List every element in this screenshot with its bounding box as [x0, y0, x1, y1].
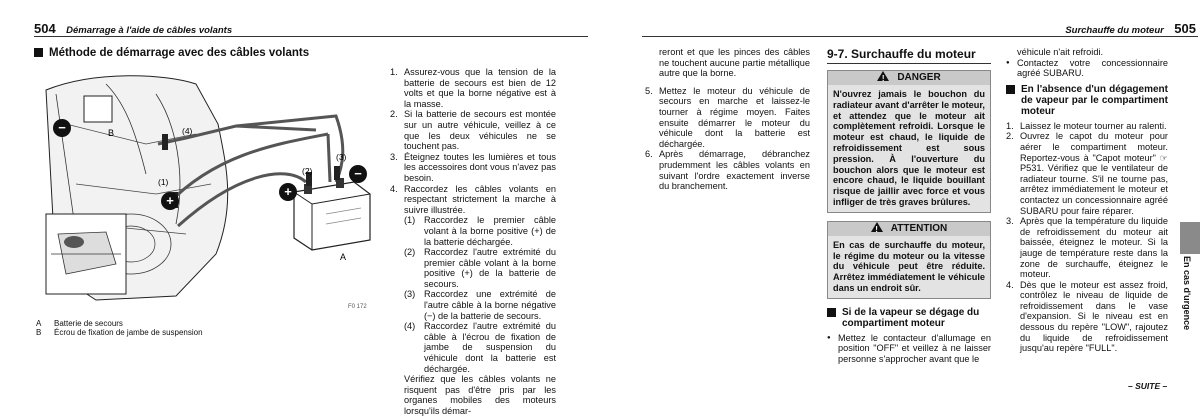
- step-5: 5. Mettez le moteur du véhicule de secours en marche et laissez-le tourner à régime moyen. Faites ensuite démarrer le moteur du véhicule dont la batterie est déchargée.: [645, 85, 810, 149]
- section-square-icon: [1006, 85, 1015, 94]
- cool-step-2: 2. Ouvrez le capot du moteur pour aérer le compartiment moteur. Reportez-vous à "Capot moteur" ☞P531. Vérifiez que le ventilateur de radiateur tourne. S'il ne tourne pas, arrêtez immédiatement le moteur et contactez un concessionnaire agréé SUBARU pour faire réparer.: [1006, 131, 1168, 216]
- danger-text: N'ouvrez jamais le bouchon du radiateur avant d'arrêter le moteur, et attendez que le moteur ait complètement refroidi. Lorsque le moteur est chaud, le liquide de refroidissement est sous pression. À l'ouverture du bouchon alors que le moteur est encore chaud, le liquide bouillant risque de jaillir avec force et vous infliger de très graves brûlures.: [828, 85, 990, 212]
- figure-legend: [36, 319, 203, 337]
- danger-header: !DANGER: [828, 71, 990, 85]
- callout-a: A: [340, 252, 347, 262]
- substep-1: (1) Raccordez le premier câble volant à la borne positive (+) de la batterie déchargée.: [404, 215, 556, 247]
- contact-dealer-bullet: ● Contactez votre concessionnaire agréé SUBARU.: [1006, 58, 1168, 79]
- danger-box: [827, 70, 991, 213]
- legend-item-a: A Batterie de secours: [36, 319, 123, 328]
- substep-2: (2) Raccordez l'autre extrémité du premier câble volant à la borne positive (+) de la batterie de secours.: [404, 247, 556, 289]
- callout-2: (2): [302, 166, 313, 176]
- left-running-title: Démarrage à l'aide de câbles volants: [66, 25, 233, 36]
- step-4: 4. Raccordez les câbles volants en respectant strictement la marche à suivre illustrée. (1) Raccordez le premier câble volant à la borne positive (+) de la batterie déchargée. (2) Raccordez l'autre extrémité du premier câble volant à la borne positive (+) de la batterie de secours. (3) Raccordez une extrémité de l'autre câble à la borne négative (−) de la batterie de secours. (4) Raccordez l'autre extrémité du câble à l'écrou de fixation de jambe de suspension du véhicule dont la batterie est déchargée. Vérifiez que les câbles volants ne risquent pas d'être pris par les organes mobiles des moteurs lorsqu'ils démar-: [390, 183, 556, 416]
- attention-text: En cas de surchauffe du moteur, le régime du moteur ou la vitesse du véhicule peut être réduite. Arrêtez immédiatement le véhicule dans un endroit sûr.: [828, 236, 990, 298]
- left-steps-column: [390, 67, 556, 417]
- ignition-off-bullet: ● Mettez le contacteur d'allumage en position "OFF" et veillez à ne laisser personne s'approcher avant que le: [827, 333, 991, 365]
- warning-triangle-icon: [877, 71, 889, 81]
- chapter-side-tab: [1180, 222, 1200, 254]
- attention-header: !ATTENTION: [828, 222, 990, 236]
- right-page-header: [1065, 20, 1196, 38]
- section-square-icon: [34, 48, 43, 57]
- cool-step-1: 1. Laissez le moteur tourner au ralenti.: [1006, 120, 1167, 131]
- section-square-icon: [827, 308, 836, 317]
- warning-triangle-icon: [871, 222, 883, 232]
- right-page-number: 505: [1174, 21, 1196, 36]
- jump-start-diagram: [36, 64, 376, 314]
- cable-note: Vérifiez que les câbles volants ne risquent pas d'être pris par les organes mobiles des moteurs lorsqu'ils démar-: [404, 374, 556, 416]
- figure-code: F0 172: [348, 304, 367, 310]
- continuation-text: reront et que les pinces des câbles ne touchent aucune partie métallique autre que la borne.: [659, 47, 810, 79]
- right-running-title: Surchauffe du moteur: [1065, 25, 1164, 36]
- jump-start-figure: [36, 64, 376, 314]
- cool-step-4: 4. Dès que le moteur est assez froid, contrôlez le niveau de liquide de refroidissement dans le vase d'expansion. Si le niveau est en dessous du repère "LOW", rajoutez du liquide de refroidissement jusqu'au repère "FULL".: [1006, 279, 1168, 354]
- suite-marker: – SUITE –: [1128, 381, 1168, 391]
- step-2: 2. Si la batterie de secours est montée sur un autre véhicule, veillez à ce que les deux véhicules ne se touchent pas.: [390, 109, 556, 152]
- svg-text:−: −: [58, 120, 66, 135]
- side-tab-label: En cas d'urgence: [1182, 256, 1192, 331]
- no-steam-subheading: En l'absence d'un dégagement de vapeur par le compartiment moteur: [1006, 84, 1168, 117]
- right-col1: [645, 47, 810, 192]
- steam-subheading: Si de la vapeur se dégage du compartiment moteur: [827, 307, 991, 329]
- col3-continuation: véhicule n'ait refroidi.: [1017, 47, 1104, 57]
- left-header-rule: [34, 36, 588, 37]
- callout-4: (4): [182, 126, 193, 136]
- step-6: 6. Après démarrage, débranchez prudemment les câbles volants en suivant l'ordre exactement inverse du branchement.: [645, 149, 810, 192]
- callout-1: (1): [158, 177, 169, 187]
- left-page-number: 504: [34, 21, 56, 36]
- attention-box: [827, 221, 991, 299]
- left-section-heading: Méthode de démarrage avec des câbles volants: [34, 47, 309, 59]
- callout-b: B: [108, 128, 115, 138]
- callout-3: (3): [336, 152, 347, 162]
- right-col3: [1006, 47, 1168, 354]
- cool-step-3: 3. Après que la température du liquide de refroidissement du moteur ait baissée, éteignez le moteur. Si la jauge de température reste dans la zone de surchauffe, éteignez le moteur.: [1006, 216, 1168, 280]
- legend-item-b: B Écrou de fixation de jambe de suspension: [36, 328, 203, 337]
- svg-text:−: −: [354, 166, 362, 181]
- step-1: 1. Assurez-vous que la tension de la batterie de secours est bien de 12 volts et que la borne négative est à la masse.: [390, 67, 556, 109]
- right-col2: [827, 47, 991, 365]
- substep-4: (4) Raccordez l'autre extrémité du câble à l'écrou de fixation de jambe de suspension du véhicule dont la batterie est déchargée.: [404, 321, 556, 374]
- svg-text:+: +: [166, 193, 174, 208]
- substep-3: (3) Raccordez une extrémité de l'autre câble à la borne négative (−) de la batterie de secours.: [404, 289, 556, 321]
- chapter-heading: 9-7. Surchauffe du moteur: [827, 47, 991, 64]
- step-3: 3. Éteignez toutes les lumières et tous les accessoires dont vous n'avez pas besoin.: [390, 151, 556, 183]
- svg-text:+: +: [284, 184, 292, 199]
